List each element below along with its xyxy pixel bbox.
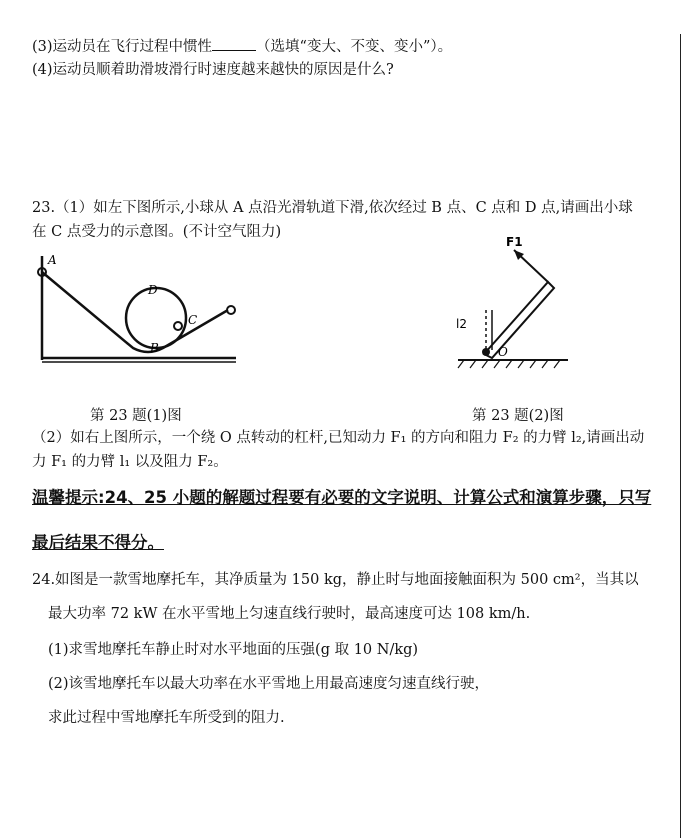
figure-23-1-track [28,248,248,373]
question-23-part2-line2: 力 F₁ 的力臂 l₁ 以及阻力 F₂。 [32,454,228,470]
question-24-part2-cont: 求此过程中雪地摩托车所受到的阻力. [48,710,285,726]
question-4: (4)运动员顺着助滑坡滑行时速度越来越快的原因是什么? [32,62,394,78]
figure-23-2-lever [448,232,588,372]
question-23-line1: 23.（1）如左下图所示,小球从 A 点沿光滑轨道下滑,依次经过 B 点、C 点和 D 点,请画出小球 [32,200,633,216]
label-d: D [148,283,158,297]
label-a: A [48,253,57,267]
question-24-part1: (1)求雪地摩托车静止时对水平地面的压强(g 取 10 N/kg) [48,642,419,658]
label-b: B [150,341,159,355]
question-3-prefix: (3)运动员在飞行过程中惯性 [32,39,213,55]
page-edge-line [680,34,681,838]
figure-23-2-caption: 第 23 题(2)图 [472,408,564,424]
question-23-part2-line1: （2）如右上图所示，一个绕 O 点转动的杠杆,已知动力 F₁ 的方向和阻力 F₂ 的力臂 l₂,请画出动 [32,430,645,446]
question-3-suffix: （选填“变大、不变、变小”）。 [256,39,453,55]
tip-line2: 最后结果不得分。 [32,533,164,552]
question-24-line1: 24.如图是一款雪地摩托车，其净质量为 150 kg，静止时与地面接触面积为 500 cm²，当其以 [32,572,639,588]
question-24-part2: (2)该雪地摩托车以最大功率在水平雪地上用最高速度匀速直线行驶， [48,676,490,692]
label-c: C [188,313,198,327]
label-o: O [498,345,508,359]
question-3 [32,36,452,57]
question-24-line2: 最大功率 72 kW 在水平雪地上匀速直线行驶时，最高速度可达 108 km/h. [48,606,531,622]
question-23-line2: 在 C 点受力的示意图。(不计空气阻力) [32,224,282,240]
answer-blank [212,36,256,51]
figure-23-1-caption: 第 23 题(1)图 [90,408,182,424]
label-f1: F1 [506,235,523,249]
label-l2: l2 [456,317,467,331]
tip-line1: 温馨提示:24、25 小题的解题过程要有必要的文字说明、计算公式和演算步骤，只写 [32,488,652,507]
